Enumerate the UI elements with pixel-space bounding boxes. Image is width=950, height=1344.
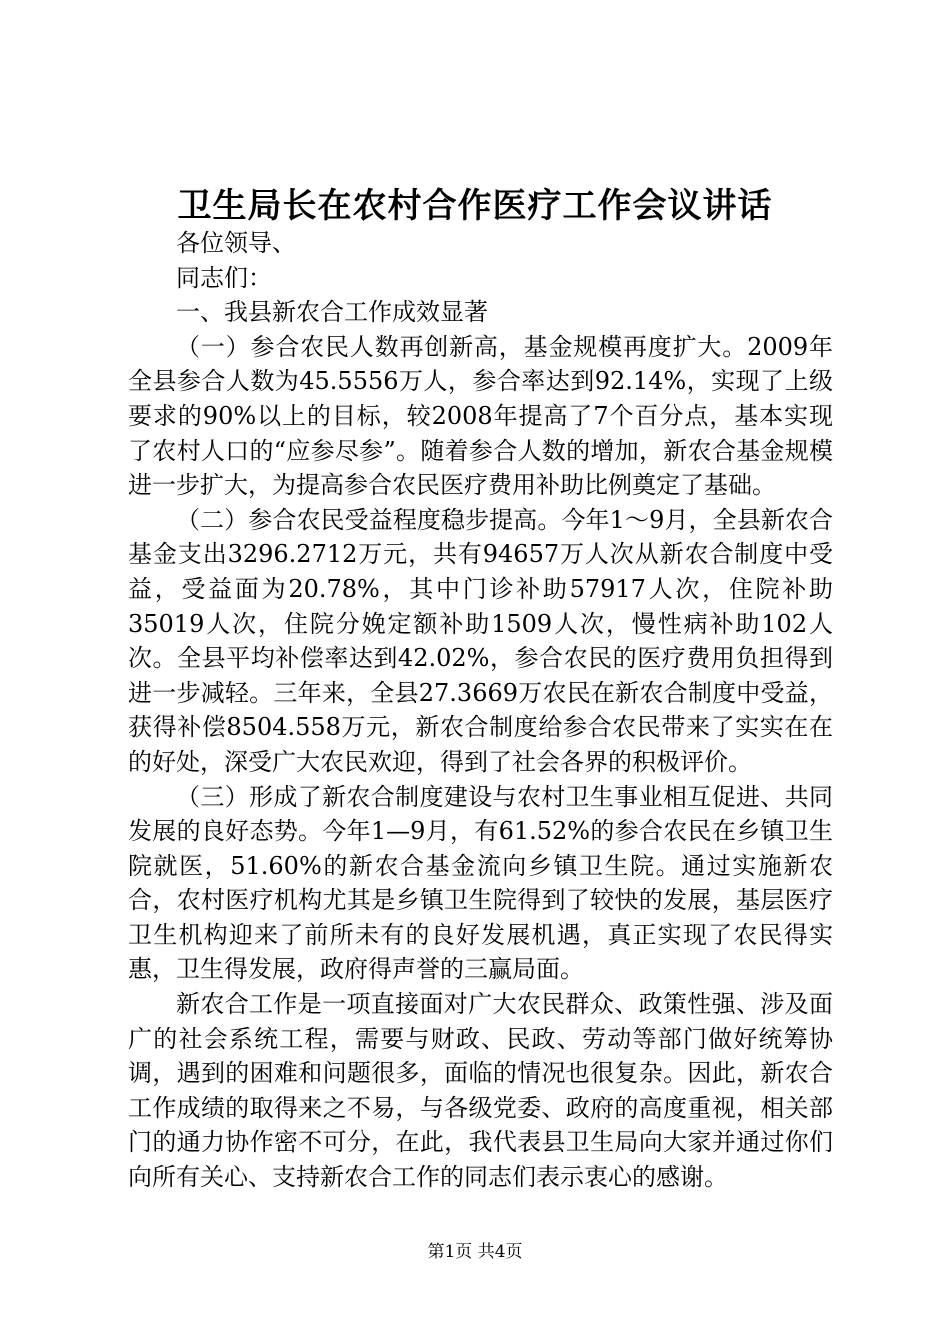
- paragraph-acknowledgement: 新农合工作是一项直接面对广大农民群众、政策性强、涉及面广的社会系统工程，需要与财政、民政、劳动等部门做好统筹协调，遇到的困难和问题很多，面临的情况也很复杂。因此，新农合工作成绩的取得来之不易，与各级党委、政府的高度重视，相关部门的通力协作密不可分，在此，我代表县卫生局向大家并通过你们向所有关心、支持新农合工作的同志们表示衷心的感谢。: [128, 990, 833, 1192]
- section-heading: 一、我县新农合工作成效显著: [176, 298, 488, 327]
- document-title: 卫生局长在农村合作医疗工作会议讲话: [177, 186, 773, 226]
- salutation-comrades: 同志们：: [176, 263, 272, 292]
- paragraph-participation: （一）参合农民人数再创新高，基金规模再度扩大。2009年全县参合人数为45.5556万人，参合率达到92.14%，实现了上级要求的90%以上的目标，较2008年提高了7个百分点，基本实现了农村人口的“应参尽参”。随着参合人数的增加，新农合基金规模进一步扩大，为提高参合农民医疗费用补助比例奠定了基础。: [128, 332, 833, 500]
- paragraph-benefits: （二）参合农民受益程度稳步提高。今年1～9月，全县新农合基金支出3296.2712万元，共有94657万人次从新农合制度中受益，受益面为20.78%，其中门诊补助57917人次，住院补助35019人次，住院分娩定额补助1509人次，慢性病补助102人次。全县平均补偿率达到42.02%，参合农民的医疗费用负担得到进一步减轻。三年来，全县27.3669万农民在新农合制度中受益，获得补偿8504.558万元，新农合制度给参合农民带来了实实在在的好处，深受广大农民欢迎，得到了社会各界的积极评价。: [128, 505, 833, 776]
- document-body: [128, 226, 833, 1195]
- paragraph-development: （三）形成了新农合制度建设与农村卫生事业相互促进、共同发展的良好态势。今年1—9月，有61.52%的参合农民在乡镇卫生院就医，51.60%的新农合基金流向乡镇卫生院。通过实施新农合，农村医疗机构尤其是乡镇卫生院得到了较快的发展，基层医疗卫生机构迎来了前所未有的良好发展机遇，真正实现了农民得实惠，卫生得发展，政府得声誉的三赢局面。: [128, 782, 833, 984]
- page-number-footer: 第1页 共4页: [427, 1242, 523, 1262]
- salutation-leaders: 各位领导、: [176, 229, 296, 257]
